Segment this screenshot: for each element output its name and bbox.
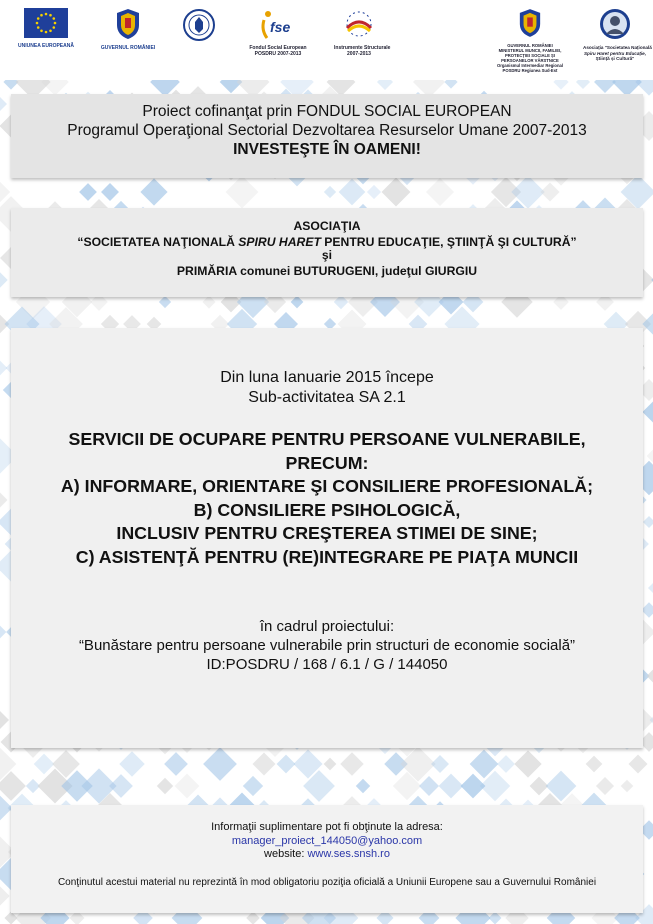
decorative-diamond bbox=[340, 752, 363, 775]
association-name-part-1: “SOCIETATEA NAŢIONALĂ bbox=[77, 235, 239, 249]
seal-logo bbox=[181, 8, 217, 47]
ministry-caption-5: Organismul Intermediar Regional bbox=[496, 63, 564, 68]
decorative-diamond bbox=[643, 516, 653, 528]
decorative-diamond bbox=[596, 777, 614, 795]
si-caption-1: Instrumente Structurale bbox=[334, 45, 391, 51]
ministry-arms-icon bbox=[518, 8, 542, 38]
services-heading-2: PRECUM: bbox=[285, 452, 369, 473]
association-caption-3: Știință și Cultură" bbox=[595, 56, 635, 61]
si-caption-2: 2007-2013 bbox=[347, 51, 371, 57]
decorative-diamond bbox=[0, 886, 10, 905]
decorative-diamond bbox=[356, 779, 370, 793]
decorative-diamond bbox=[642, 306, 653, 341]
ministry-caption-4: PERSOANELOR VÂRSTNICE bbox=[501, 58, 559, 63]
eu-star-icon bbox=[49, 29, 52, 32]
decorative-diamond bbox=[419, 776, 439, 796]
ministry-caption-1: GUVERNUL ROMÂNIEI bbox=[507, 43, 553, 48]
announcement-panel bbox=[11, 328, 643, 748]
decorative-diamond bbox=[34, 754, 55, 775]
eu-star-icon bbox=[52, 17, 55, 20]
decorative-diamond bbox=[175, 774, 200, 799]
eu-star-icon bbox=[36, 22, 39, 25]
association-caption-2: Spiru Haret pentru Educație, bbox=[583, 50, 647, 56]
decorative-diamond bbox=[140, 178, 167, 205]
fse-caption-1: Fondul Social European bbox=[249, 45, 307, 51]
decorative-diamond bbox=[202, 295, 215, 308]
eu-caption: UNIUNEA EUROPEANĂ bbox=[18, 43, 74, 49]
disclaimer: Conţinutul acestui material nu reprezintă în mod obligatoriu poziţia oficială a Uniunii Europene sau a Guvernului României bbox=[57, 876, 597, 888]
contact-footer-panel bbox=[11, 805, 643, 913]
association-logo bbox=[583, 8, 652, 62]
decorative-diamond bbox=[0, 492, 8, 507]
decorative-diamond bbox=[291, 296, 304, 309]
association-caption-1: Asociația "Societatea Națională bbox=[583, 45, 652, 50]
decorative-diamond bbox=[489, 912, 502, 924]
government-caption: GUVERNUL ROMÂNIEI bbox=[100, 45, 156, 51]
seal-icon bbox=[182, 8, 216, 42]
decorative-diamond bbox=[439, 774, 464, 799]
decorative-diamond bbox=[367, 185, 381, 199]
eu-star-icon bbox=[37, 17, 40, 20]
fse-caption-2: POSDRU 2007-2013 bbox=[254, 51, 302, 57]
decorative-diamond bbox=[0, 272, 8, 287]
decorative-diamond bbox=[164, 752, 188, 776]
eu-star-icon bbox=[54, 22, 57, 25]
town-hall-name: PRIMĂRIA comunei BUTURUGENI, judeţul GIURGIU bbox=[176, 264, 478, 278]
start-date-line: Din luna Ianuarie 2015 începe bbox=[220, 369, 434, 386]
portrait-medallion-icon bbox=[599, 8, 631, 40]
decorative-diamond bbox=[277, 755, 296, 774]
decorative-diamond bbox=[530, 777, 549, 796]
decorative-diamond bbox=[647, 663, 653, 690]
decorative-diamond bbox=[339, 179, 366, 206]
decorative-diamond bbox=[101, 183, 119, 201]
association-name-part-3: PENTRU EDUCAŢIE, ŞTIINŢĂ ŞI CULTURĂ” bbox=[320, 235, 577, 249]
contact-email-link[interactable]: manager_proiect_144050@yahoo.com bbox=[231, 834, 423, 847]
decorative-diamond bbox=[119, 751, 144, 776]
eu-flag-icon bbox=[24, 8, 68, 38]
partners-panel bbox=[11, 208, 643, 297]
services-heading-1: SERVICII DE OCUPARE PENTRU PERSOANE VULNERABILE, bbox=[68, 429, 586, 449]
eu-star-icon bbox=[49, 14, 52, 17]
eu-star-icon bbox=[40, 14, 43, 17]
decorative-diamond bbox=[0, 626, 6, 639]
ministry-caption-6: POSDRU Regiunea Sud-Est bbox=[502, 68, 558, 73]
eu-star-icon bbox=[37, 26, 40, 29]
website-link[interactable]: www.ses.snsh.ro bbox=[307, 848, 390, 860]
association-name-italic: SPIRU HARET bbox=[238, 235, 321, 249]
fse-mark: fse bbox=[270, 19, 291, 35]
decorative-diamond bbox=[431, 755, 449, 773]
decorative-diamond bbox=[243, 776, 263, 796]
service-c: C) ASISTENŢĂ PENTRU (RE)INTEGRARE PE PIAŢA MUNCII bbox=[75, 546, 579, 567]
structural-instruments-logo bbox=[334, 8, 391, 57]
decorative-diamond bbox=[246, 911, 259, 924]
decorative-diamond bbox=[514, 750, 541, 777]
conjunction: şi bbox=[321, 248, 333, 262]
decorative-diamond bbox=[628, 754, 647, 773]
decorative-diamond bbox=[650, 710, 653, 731]
decorative-diamond bbox=[109, 774, 133, 798]
eu-star-icon bbox=[40, 29, 43, 32]
service-a: A) INFORMARE, ORIENTARE ŞI CONSILIERE PROFESIONALĂ; bbox=[60, 476, 594, 496]
service-b-detail: INCLUSIV PENTRU CREŞTEREA STIMEI DE SINE; bbox=[116, 523, 538, 543]
decorative-diamond bbox=[324, 186, 336, 198]
project-title: “Bunăstare pentru persoane vulnerabile prin structuri de economie socială” bbox=[78, 637, 576, 654]
decorative-diamond bbox=[253, 753, 276, 776]
eu-logo bbox=[18, 8, 74, 49]
logo-bar bbox=[0, 0, 653, 80]
decorative-diamond bbox=[540, 182, 559, 201]
ministry-logo bbox=[494, 8, 566, 73]
fse-logo bbox=[248, 8, 308, 57]
project-intro: în cadrul proiectului: bbox=[259, 618, 395, 635]
sub-activity-line: Sub-activitatea SA 2.1 bbox=[248, 389, 406, 406]
decorative-diamond bbox=[157, 778, 173, 794]
slogan-line: INVESTEŞTE ÎN OAMENI! bbox=[233, 141, 421, 158]
decorative-diamond bbox=[497, 755, 515, 773]
website-line bbox=[11, 848, 643, 862]
ministry-caption-3: PROTECȚIEI SOCIALE ȘI bbox=[504, 53, 556, 58]
decorative-diamond bbox=[648, 576, 653, 600]
decorative-diamond bbox=[621, 780, 634, 793]
coat-of-arms-icon bbox=[115, 8, 141, 40]
eu-star-icon bbox=[52, 26, 55, 29]
funding-line: Proiect cofinanţat prin FONDUL SOCIAL EUROPEAN bbox=[142, 103, 512, 120]
website-label: website: bbox=[264, 848, 308, 860]
decorative-diamond bbox=[0, 97, 7, 111]
decorative-diamond bbox=[426, 178, 454, 206]
contact-info-line: Informaţii suplimentare pot fi obţinute la adresa: bbox=[211, 821, 443, 833]
eu-star-icon bbox=[45, 31, 48, 34]
decorative-diamond bbox=[0, 711, 9, 729]
decorative-diamond bbox=[586, 756, 603, 773]
project-id: ID:POSDRU / 168 / 6.1 / G / 144050 bbox=[206, 656, 448, 673]
eu-star-icon bbox=[45, 13, 48, 16]
decorative-diamond bbox=[226, 176, 259, 209]
service-b: B) CONSILIERE PSIHOLOGICĂ, bbox=[193, 499, 461, 520]
decorative-diamond bbox=[324, 758, 337, 771]
fse-icon bbox=[258, 8, 298, 40]
decorative-diamond bbox=[159, 296, 171, 308]
ministry-caption-2: MINISTERUL MUNCII, FAMILIEI, bbox=[498, 48, 562, 53]
star-swirl-icon bbox=[342, 8, 376, 40]
decorative-diamond bbox=[203, 747, 237, 781]
government-logo bbox=[98, 8, 158, 51]
programme-line: Programul Operaţional Sectorial Dezvoltarea Resurselor Umane 2007-2013 bbox=[67, 122, 587, 139]
funding-header-panel bbox=[11, 94, 643, 178]
association-label: ASOCIAŢIA bbox=[293, 219, 361, 233]
decorative-diamond bbox=[79, 183, 97, 201]
